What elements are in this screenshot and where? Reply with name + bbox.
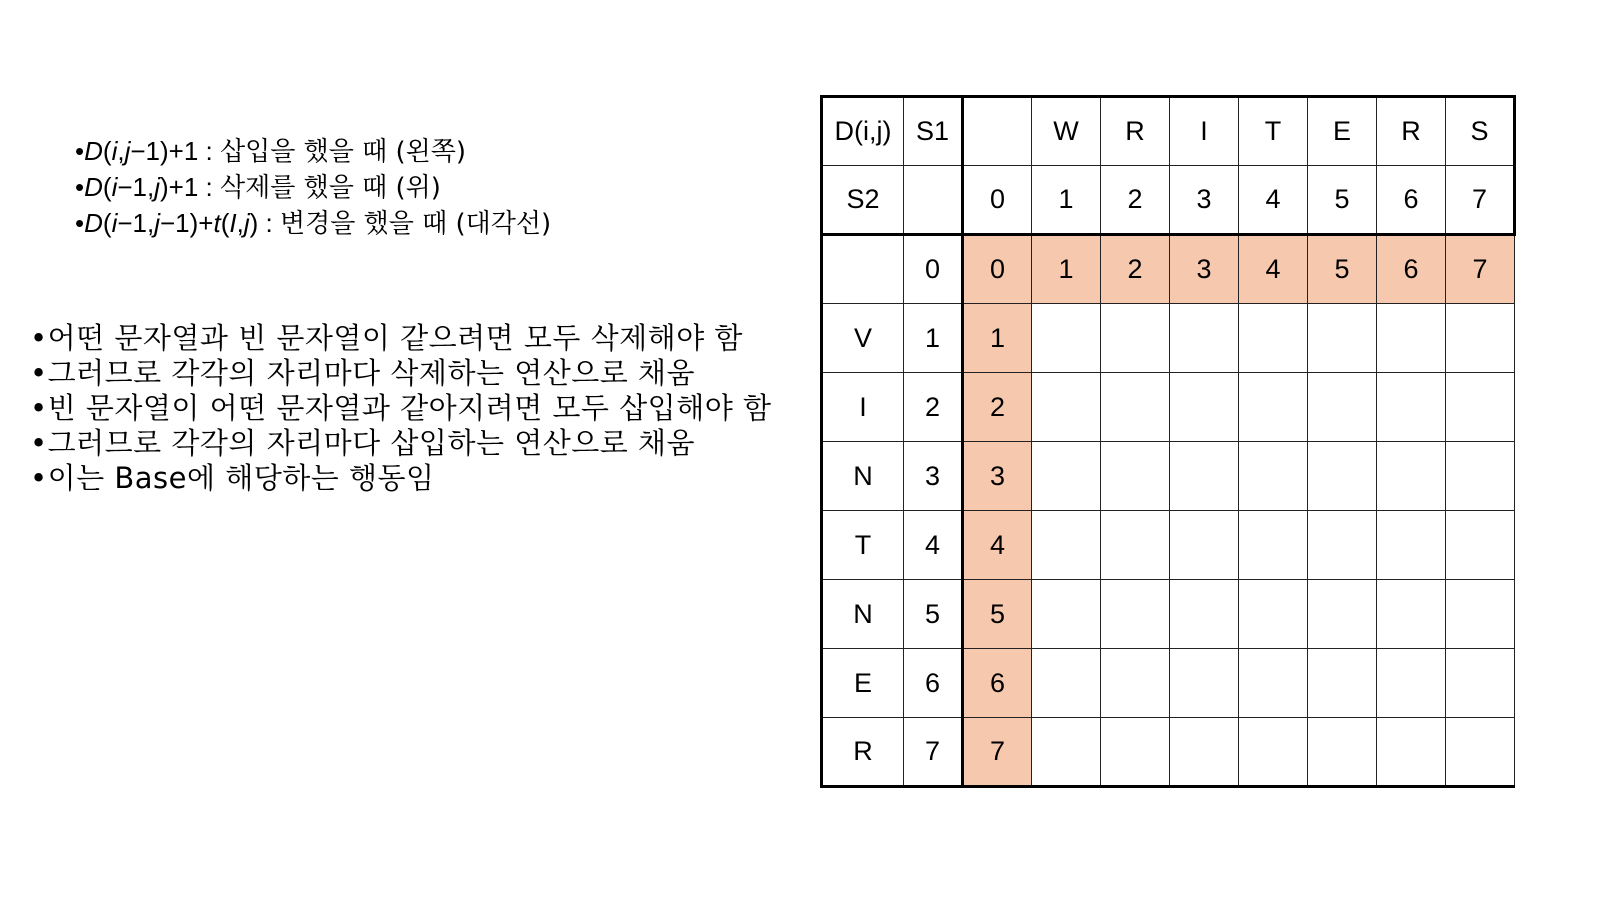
- dp-cell-empty: [1170, 580, 1239, 649]
- s2-index: 7: [904, 718, 963, 787]
- dp-cell-empty: [1032, 442, 1101, 511]
- s2-index: 3: [904, 442, 963, 511]
- dp-cell-empty: [1446, 649, 1515, 718]
- formula-line: [75, 134, 551, 170]
- dp-cell-empty: [1308, 649, 1377, 718]
- dp-cell-empty: [1239, 373, 1308, 442]
- blank-cell: [963, 97, 1032, 166]
- formula-line: [75, 206, 551, 242]
- dp-cell-empty: [1101, 649, 1170, 718]
- dp-cell-empty: [1032, 718, 1101, 787]
- s2-index: 0: [904, 235, 963, 304]
- s1-char: E: [1308, 97, 1377, 166]
- dp-cell-empty: [1377, 373, 1446, 442]
- dp-cell-base: 2: [963, 373, 1032, 442]
- dp-cell-empty: [1446, 718, 1515, 787]
- corner-label: D(i,j): [822, 97, 904, 166]
- s2-char: N: [822, 580, 904, 649]
- dp-cell-empty: [1101, 511, 1170, 580]
- s1-index: 5: [1308, 166, 1377, 235]
- s2-char: T: [822, 511, 904, 580]
- s1-char: W: [1032, 97, 1101, 166]
- formula-description: 변경을 했을 때 (대각선): [280, 209, 552, 239]
- formula-expression: •D(i−1,j)+1 :: [75, 172, 220, 202]
- bullet-item: •이는 Base에 해당하는 행동임: [30, 461, 435, 495]
- s2-index: 2: [904, 373, 963, 442]
- dp-cell-empty: [1446, 511, 1515, 580]
- dp-cell-empty: [1239, 649, 1308, 718]
- dp-cell-base: 5: [963, 580, 1032, 649]
- s2-index: 6: [904, 649, 963, 718]
- dp-cell-empty: [1446, 442, 1515, 511]
- dp-cell-empty: [1170, 304, 1239, 373]
- s2-char: N: [822, 442, 904, 511]
- dp-cell-empty: [1308, 442, 1377, 511]
- dp-cell-empty: [1170, 718, 1239, 787]
- dp-cell-empty: [1446, 373, 1515, 442]
- s2-char: E: [822, 649, 904, 718]
- dp-cell-empty: [1101, 442, 1170, 511]
- dp-cell-empty: [1239, 580, 1308, 649]
- dp-cell-empty: [1308, 304, 1377, 373]
- dp-cell-empty: [1377, 442, 1446, 511]
- bullet-item: •빈 문자열이 어떤 문자열과 같아지려면 모두 삽입해야 함: [30, 391, 772, 425]
- dp-cell-empty: [1446, 304, 1515, 373]
- dp-cell-empty: [1032, 373, 1101, 442]
- s1-char: T: [1239, 97, 1308, 166]
- s1-label: S1: [904, 97, 963, 166]
- dp-cell-empty: [1308, 580, 1377, 649]
- formula-expression: •D(i,j−1)+1 :: [75, 136, 220, 166]
- dp-cell-empty: [1446, 580, 1515, 649]
- bullet-item: •그러므로 각각의 자리마다 삽입하는 연산으로 채움: [30, 426, 695, 460]
- s1-char: R: [1377, 97, 1446, 166]
- dp-cell-empty: [1308, 718, 1377, 787]
- formula-expression: •D(i−1,j−1)+t(I,j) :: [75, 208, 280, 238]
- dp-cell-empty: [1377, 304, 1446, 373]
- dp-cell-empty: [1170, 442, 1239, 511]
- dp-cell-base: 6: [1377, 235, 1446, 304]
- dp-cell-base: 1: [963, 304, 1032, 373]
- dp-cell-empty: [1101, 304, 1170, 373]
- dp-cell-empty: [1377, 718, 1446, 787]
- dp-cell-base: 0: [963, 235, 1032, 304]
- dp-cell-empty: [1239, 718, 1308, 787]
- dp-cell-empty: [1101, 580, 1170, 649]
- blank-cell: [904, 166, 963, 235]
- s1-char: I: [1170, 97, 1239, 166]
- s1-index: 4: [1239, 166, 1308, 235]
- s1-index: 3: [1170, 166, 1239, 235]
- dp-cell-empty: [1377, 649, 1446, 718]
- s2-char: I: [822, 373, 904, 442]
- dp-cell-empty: [1032, 649, 1101, 718]
- formula-description: 삽입을 했을 때 (왼쪽): [219, 137, 466, 167]
- dp-cell-empty: [1170, 373, 1239, 442]
- bullet-item: •그러므로 각각의 자리마다 삭제하는 연산으로 채움: [30, 356, 695, 390]
- dp-cell-base: 6: [963, 649, 1032, 718]
- dp-cell-base: 1: [1032, 235, 1101, 304]
- dp-cell-empty: [1239, 511, 1308, 580]
- s1-char: R: [1101, 97, 1170, 166]
- s2-index: 1: [904, 304, 963, 373]
- dp-cell-empty: [1377, 511, 1446, 580]
- blank-cell: [822, 235, 904, 304]
- dp-cell-base: 2: [1101, 235, 1170, 304]
- bullet-item: •어떤 문자열과 빈 문자열이 같으려면 모두 삭제해야 함: [30, 321, 743, 355]
- s2-index: 4: [904, 511, 963, 580]
- dp-cell-empty: [1239, 304, 1308, 373]
- s1-index: 0: [963, 166, 1032, 235]
- recurrence-formulas: [75, 134, 551, 242]
- dp-cell-base: 5: [1308, 235, 1377, 304]
- dp-cell-empty: [1032, 580, 1101, 649]
- dp-cell-base: 4: [963, 511, 1032, 580]
- dp-cell-empty: [1101, 373, 1170, 442]
- formula-line: [75, 170, 551, 206]
- dp-cell-empty: [1308, 511, 1377, 580]
- s2-char: V: [822, 304, 904, 373]
- dp-cell-base: 3: [963, 442, 1032, 511]
- s1-index: 1: [1032, 166, 1101, 235]
- edit-distance-table: [820, 95, 1516, 788]
- dp-cell-empty: [1239, 442, 1308, 511]
- s1-index: 2: [1101, 166, 1170, 235]
- s2-char: R: [822, 718, 904, 787]
- dp-cell-base: 7: [963, 718, 1032, 787]
- dp-cell-base: 3: [1170, 235, 1239, 304]
- dp-cell-empty: [1032, 304, 1101, 373]
- s2-label: S2: [822, 166, 904, 235]
- dp-cell-empty: [1377, 580, 1446, 649]
- dp-cell-empty: [1170, 649, 1239, 718]
- dp-cell-empty: [1170, 511, 1239, 580]
- dp-cell-empty: [1101, 718, 1170, 787]
- s1-char: S: [1446, 97, 1515, 166]
- dp-cell-base: 7: [1446, 235, 1515, 304]
- s2-index: 5: [904, 580, 963, 649]
- s1-index: 6: [1377, 166, 1446, 235]
- dp-cell-empty: [1032, 511, 1101, 580]
- dp-cell-empty: [1308, 373, 1377, 442]
- s1-index: 7: [1446, 166, 1515, 235]
- formula-description: 삭제를 했을 때 (위): [219, 173, 441, 203]
- base-case-notes: [30, 321, 771, 496]
- dp-cell-base: 4: [1239, 235, 1308, 304]
